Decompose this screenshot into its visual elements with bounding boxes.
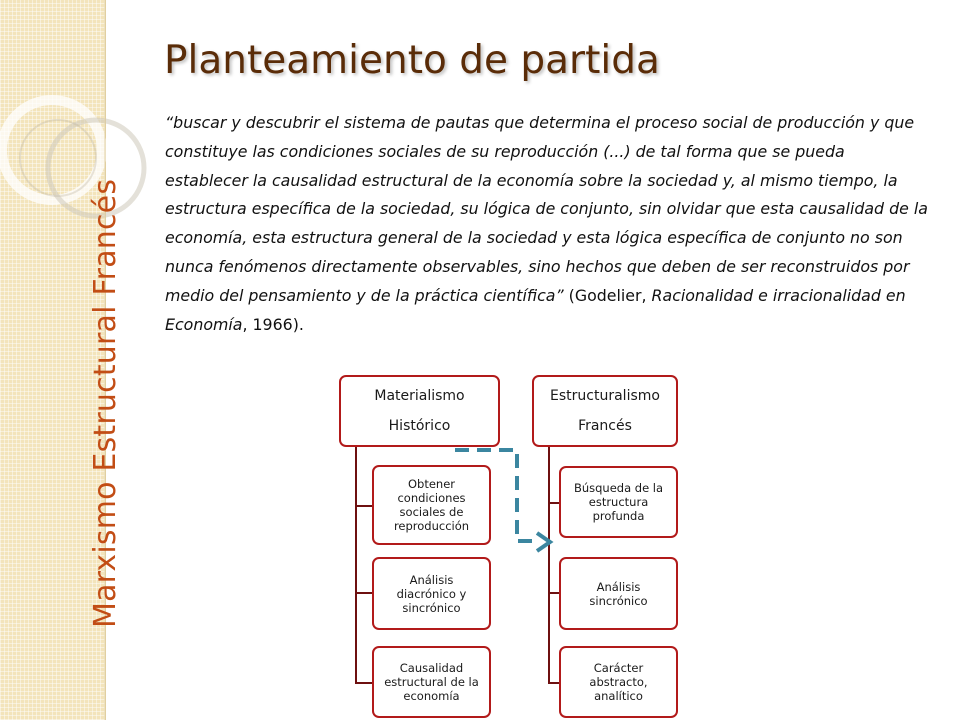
right-connector-trunk — [548, 447, 550, 683]
right-header-line1: Estructuralismo — [550, 388, 660, 404]
left-connector-branch-2 — [355, 592, 373, 594]
left-connector-trunk — [355, 447, 357, 683]
left-header-line1: Materialismo — [374, 388, 465, 404]
citation-work: Racionalidad e irracionalidad en Economía — [165, 285, 906, 334]
right-header-box — [532, 375, 678, 447]
left-header-line2: Histórico — [388, 418, 451, 434]
right-item-1: Búsqueda de la estructura profunda — [559, 466, 678, 538]
page-title: Planteamiento de partida — [164, 38, 660, 83]
citation-year: , 1966). — [242, 314, 304, 334]
right-item-3: Carácter abstracto, analítico — [559, 646, 678, 718]
left-item-3: Causalidad estructural de la economía — [372, 646, 491, 718]
citation-author: (Godelier, — [563, 285, 652, 305]
side-title: Marxismo Estructural Francés — [88, 178, 123, 628]
left-item-2: Análisis diacrónico y sincrónico — [372, 557, 491, 630]
left-connector-branch-3 — [355, 682, 373, 684]
left-connector-branch-1 — [355, 505, 373, 507]
right-header-line2: Francés — [578, 418, 632, 434]
left-header-box — [339, 375, 500, 447]
quote-text: “buscar y descubrir el sistema de pautas que determina el proceso social de producción y que constituye las condiciones sociales de su reproducción (...) de tal forma que se pueda establecer la causalidad estructural de la economía sobre la sociedad y, al mismo tiempo, la estructura específica de la sociedad, su lógica de conjunto, sin olvidar que esta causalidad de la economía, esta estructura general de la sociedad y esta lógica específica de conjunto no son nunca fenómenos directamente observables, sino hechos que deben de ser reconstruidos por medio del pensamiento y de la práctica científica” — [165, 113, 928, 305]
left-item-1: Obtener condiciones sociales de reproducción — [372, 465, 491, 545]
right-item-2: Análisis sincrónico — [559, 557, 678, 630]
